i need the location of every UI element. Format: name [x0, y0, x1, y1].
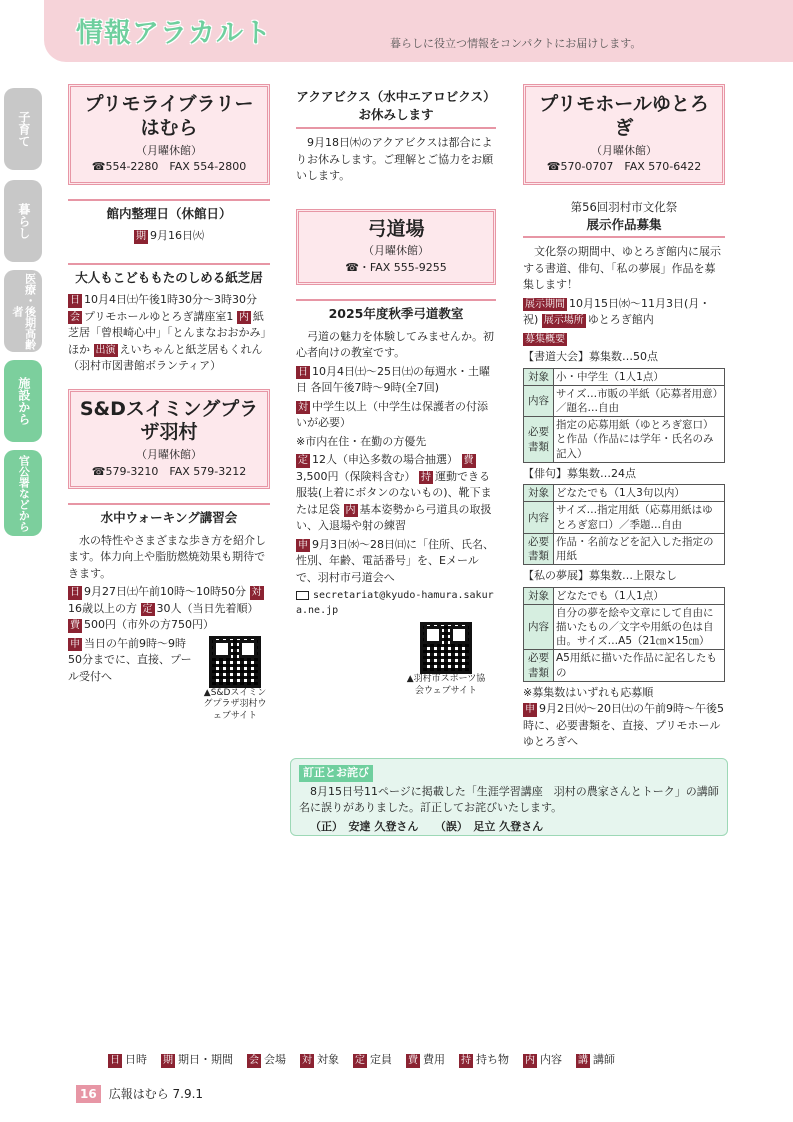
kyudojo-box	[296, 209, 496, 286]
section-title: 大人もこどももたのしめる紙芝居	[68, 263, 270, 287]
page-title: 情報アラカルト	[76, 18, 272, 49]
correction-tag: 訂正とお詫び	[299, 765, 373, 782]
primo-hall-box	[523, 84, 725, 185]
correction-fix: （正） 安達 久登さん （誤） 足立 久登さん	[310, 819, 544, 833]
legend-item: 期 期日・期間	[163, 1053, 233, 1066]
phone-fax: ☎・FAX 555-9255	[345, 260, 447, 274]
column-2	[296, 84, 496, 698]
closed-day: （月曜休館）	[363, 244, 429, 258]
facility-name: 弓道場	[367, 217, 425, 240]
page-subtitle: 暮らしに役立つ情報をコンパクトにお届けします。	[390, 37, 642, 50]
kyudo-email[interactable]: secretariat@kyudo-hamura.sakura.ne.jp	[296, 590, 494, 617]
closed-day: （月曜休館）	[136, 448, 202, 461]
mail-icon	[296, 591, 309, 600]
legend-item: 定 定員	[355, 1053, 392, 1066]
legend-item: 講 講師	[578, 1053, 615, 1066]
qr-code-sd-swimming[interactable]	[209, 636, 261, 688]
qr-caption: ▲羽村市スポーツ協会ウェブサイト	[406, 674, 486, 696]
kyudo-date: 日 10月4日㈯～25日㈯の毎週水・土曜日 各回午後7時～9時(全7回)	[296, 364, 490, 395]
exhibition-subtitle: 第56回羽村市文化祭	[570, 199, 678, 214]
kyudo-note: ※市内在住・在勤の方優先	[296, 434, 427, 448]
closing-date: 期 9月16日㈫	[136, 229, 204, 242]
closed-day: （月曜休館）	[136, 143, 202, 157]
qr-caption: ▲S&Dスイミングプラザ羽村ウェブサイト	[203, 687, 267, 721]
phone-fax: ☎570-0707 FAX 570-6422	[546, 160, 702, 173]
kyudo-details: 定 12人（申込多数の場合抽選） 費3,500円（保険料含む） 持 運動できる服装(上着にボタンのないもの)、靴下または足袋 内 基本姿勢から弓道具の取扱い、入退場や射の練習	[296, 453, 492, 533]
facility-name: S&Dスイミングプラザ羽村	[79, 397, 259, 444]
exhibition-apply: 申 9月2日㈫～20日㈯の午前9時～午後5時に、必要書類を、直接、プリモホールゆとろぎへ	[523, 702, 724, 749]
kyudo-intro: 弓道の魅力を体験してみませんか。初心者向けの教室です。	[296, 329, 494, 360]
column-3	[523, 84, 725, 753]
legend-item: 持 持ち物	[461, 1053, 509, 1066]
outline-tag-row: 募集概要	[525, 333, 565, 345]
section-title: 2025年度秋季弓道教室	[296, 299, 496, 323]
facility-name: プリモホールゆとろぎ	[539, 93, 709, 139]
legend-item: 内 内容	[525, 1053, 562, 1066]
section-title: 館内整理日（休館日）	[68, 199, 270, 223]
correction-body: 8月15日号11ページに掲載した「生涯学習講座 羽村の農家さんとトーク」の講師名に誤りがありました。訂正してお詫びいたします。	[299, 784, 719, 814]
primo-library-box	[68, 84, 270, 185]
tab-kosodate[interactable]: 子育て	[4, 88, 42, 170]
exhibition-period: 展示期間 10月15日㈬～11月3日(月・祝) 展示場所 ゆとろぎ館内	[523, 296, 711, 327]
column-1	[68, 84, 270, 723]
water-walking-details: 日 9月27日㈯午前10時～10時50分 対16歳以上の方 定 30人（当日先着順） 費 500円（市外の方750円）	[68, 585, 262, 631]
footer	[76, 1085, 203, 1103]
legend-item: 日 日時	[110, 1053, 147, 1066]
section-title: 展示作品募集	[523, 216, 725, 239]
yume-table: 対象 どなたでも（1人1点） 内容 自分の夢を絵や文章にして自由に描いたもの／文字や用紙の色は自由。サイズ…A5（21㎝×15㎝） 必要書類 A5用紙に描いた作品に記名したもの	[523, 587, 725, 682]
facility-name: プリモライブラリーはむら	[84, 93, 254, 139]
shodo-table: 対象 小・中学生（1人1点） 内容 サイズ…市販の半紙（応募者用意）／題名…自由 必要書類 指定の応募用紙（ゆとろぎ窓口）と作品（作品には学年・氏名のみ記入）	[523, 368, 725, 463]
sd-swimming-box	[68, 389, 270, 490]
aqubix-body: 9月18日㈭のアクアビクスは都合によりお休みします。ご理解とご協力をお願いします。	[296, 136, 494, 182]
legend	[108, 1052, 615, 1069]
publication-name: 広報はむら 7.9.1	[108, 1087, 204, 1101]
section-title: 水中ウォーキング講習会	[68, 503, 270, 527]
water-walking-apply: 申 当日の午前9時～9時50分までに、直接、プール受付へ	[68, 636, 192, 683]
haiku-table: 対象 どなたでも（1人3句以内） 内容 サイズ…指定用紙（応募用紙はゆとろぎ窓口）／季題…自由 必要書類 作品・名前などを記入した指定の用紙	[523, 484, 725, 565]
page-number: 16	[76, 1085, 101, 1103]
legend-item: 費 費用	[408, 1053, 445, 1066]
phone-fax: ☎579-3210 FAX 579-3212	[91, 464, 247, 478]
shodo-head: 【書道大会】募集数…50点	[523, 350, 658, 364]
tab-iryo[interactable]: 医療・後期高齢者	[4, 270, 42, 352]
phone-fax: ☎554-2280 FAX 554-2800	[91, 160, 247, 173]
legend-item: 会 会場	[249, 1053, 286, 1066]
tab-shisetsu[interactable]: 施設から	[4, 360, 42, 442]
kamishibai-body: 日 10月4日㈯午後1時30分～3時30分 会 プリモホールゆとろぎ講座室1 内 紙芝居「曾根崎心中」「とんまなおおかみ」ほか 出演 えいちゃんと紙芝居もくれん（羽村市図書館ボランティア）	[68, 293, 266, 372]
closed-day: （月曜休館）	[591, 143, 657, 157]
legend-item: 対 対象	[302, 1053, 339, 1066]
qr-code-sports-assoc[interactable]	[420, 622, 472, 674]
kyudo-apply: 申 9月3日㈬～28日㈰に「住所、氏名、性別、年齢、電話番号」を、Eメールで、羽村市弓道会へ	[296, 537, 494, 584]
exhibition-note: ※募集数はいずれも応募順	[523, 685, 654, 699]
tab-kanko[interactable]: 官公署などから	[4, 450, 42, 536]
water-walking-intro: 水の特性やさまざまな歩き方を紹介します。体力向上や脂肪燃焼効果も期待できます。	[68, 533, 266, 580]
tab-kurashi[interactable]: 暮らし	[4, 180, 42, 262]
yume-head: 【私の夢展】募集数…上限なし	[523, 569, 677, 583]
kyudo-target: 対 中学生以上（中学生は保護者の付添いが必要）	[296, 399, 488, 430]
exhibition-intro: 文化祭の期間中、ゆとろぎ館内に展示する書道、俳句、「私の夢展」作品を募集します！	[523, 245, 721, 292]
section-title: アクアビクス（水中エアロビクス）お休みします	[296, 84, 496, 129]
correction-notice	[290, 758, 728, 836]
haiku-head: 【俳句】募集数…24点	[523, 466, 636, 480]
